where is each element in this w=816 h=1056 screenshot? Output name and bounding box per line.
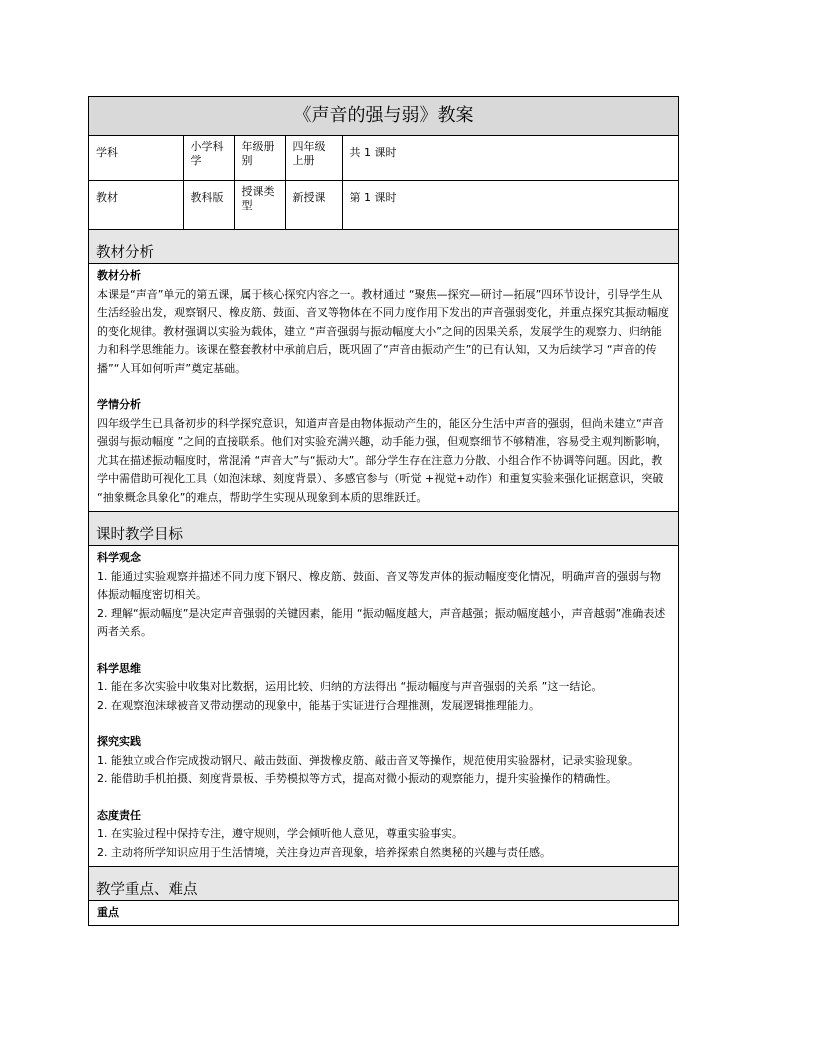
subheading: 学情分析: [97, 398, 141, 411]
section-body-goals: [89, 546, 678, 867]
goal-item: 1. 能在多次实验中收集对比数据，运用比较、归纳的方法得出 “振动幅度与声音强弱的关系 ”这一结论。: [97, 680, 603, 693]
subheading: 科学思维: [97, 661, 141, 675]
info-cell: 四年级上册: [285, 136, 342, 181]
section-heading-goals: 课时教学目标: [89, 512, 678, 546]
info-cell: 共 1 课时: [342, 136, 678, 181]
section-heading-keypoints: 教学重点、难点: [89, 867, 678, 901]
section-body-keypoints: [89, 901, 678, 925]
goal-item: 2. 理解“振动幅度”是决定声音强弱的关键因素，能用 “振动幅度越大，声音越强；振动幅度越小，声音越弱”准确表述两者关系。: [97, 606, 666, 638]
goal-item: 2. 主动将所学知识应用于生活情境，关注身边声音现象，培养探索自然奥秘的兴趣与责任感。: [97, 845, 551, 859]
subheading: 教材分析: [97, 269, 141, 282]
section-body-analysis: [89, 264, 678, 512]
document-title: 《声音的强与弱》教案: [89, 97, 678, 136]
info-row-subject: [89, 136, 678, 181]
subheading: 态度责任: [97, 808, 141, 822]
goal-item: 1. 在实验过程中保持专注，遵守规则，学会倾听他人意见，尊重实验事实。: [97, 827, 463, 840]
info-cell: 新授课: [285, 181, 342, 230]
goal-item: 1. 能通过实验观察并描述不同力度下钢尺、橡皮筋、鼓面、音叉等发声体的振动幅度变化情况，明确声音的强弱与物体振动幅度密切相关。: [97, 569, 661, 601]
info-cell: 小学科学: [183, 136, 234, 181]
paragraph: 四年级学生已具备初步的科学探究意识，知道声音是由物体振动产生的，能区分生活中声音的强弱，但尚未建立“声音强弱与振动幅度 ”之间的直接联系。他们对实验充满兴趣，动手能力强，但观察细节不够精准，容易受主观判断影响，尤其在描述振动幅度时，常混淆 “声音大”与“振动大”。部分学生存在注意力分散、小组合作不协调等问题。因此，教学中需借助可视化工具（如泡沫球、刻度背景）、多感官参与（听觉 +视觉+动作）和重复实验来强化证据意识，突破 “抽象概念具象化”的难点，帮助学生实现从现象到本质的思维跃迁。: [97, 416, 668, 504]
subheading: 探究实践: [97, 735, 141, 748]
goal-item: 2. 在观察泡沫球被音叉带动摆动的现象中，能基于实证进行合理推测，发展逻辑推理能力。: [97, 698, 540, 712]
info-cell: 第 1 课时: [342, 181, 678, 230]
subheading: 科学观念: [97, 551, 141, 564]
info-row-material: [89, 181, 678, 230]
info-cell: 学科: [89, 136, 183, 181]
info-cell: 年级册别: [234, 136, 285, 181]
goal-item: 2. 能借助手机拍摄、刻度背景板、手势模拟等方式，提高对微小振动的观察能力，提升实验操作的精确性。: [97, 772, 617, 785]
goal-item: 1. 能独立或合作完成拨动钢尺、敲击鼓面、弹拨橡皮筋、敲击音叉等操作，规范使用实验器材，记录实验现象。: [97, 753, 639, 767]
paragraph: 本课是“声音”单元的第五课，属于核心探究内容之一。教材通过 “聚焦—探究—研讨—拓展”四环节设计，引导学生从生活经验出发，观察钢尺、橡皮筋、鼓面、音叉等物体在不同力度作用下发出的声音强弱变化，并重点探究其振动幅度的变化规律。教材强调以实验为载体，建立 “声音强弱与振动幅度大小”之间的因果关系，发展学生的观察力、归纳能力和科学思维能力。该课在整套教材中承前启后，既巩固了“声音由振动产生”的已有认知，又为后续学习 “声音的传播”“人耳如何听声”奠定基础。: [97, 287, 669, 375]
lesson-plan-document: [88, 96, 679, 926]
info-table: [89, 136, 678, 230]
section-heading-analysis: 教材分析: [89, 230, 678, 264]
info-cell: 教材: [89, 181, 183, 230]
subheading: 重点: [97, 906, 119, 919]
info-cell: 授课类型: [234, 181, 285, 230]
info-cell: 教科版: [183, 181, 234, 230]
